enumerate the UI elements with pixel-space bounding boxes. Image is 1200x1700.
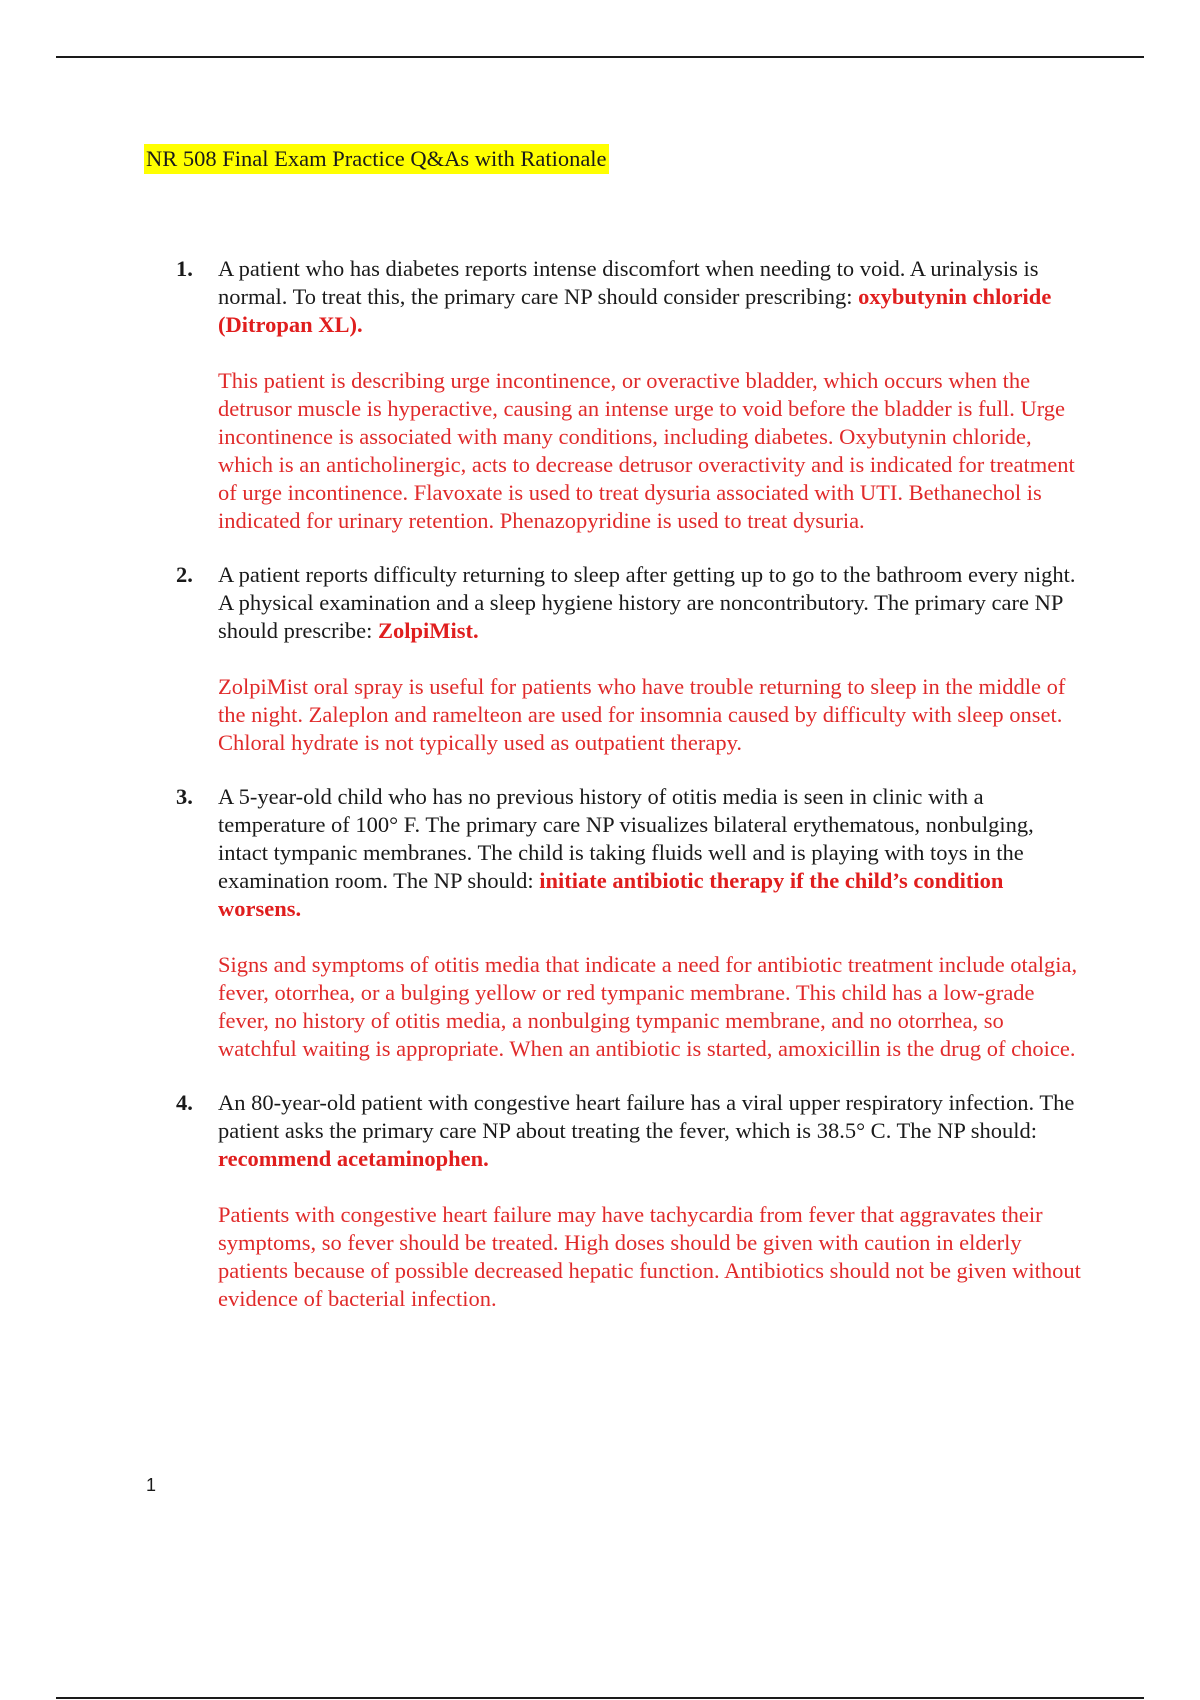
question-stem — [218, 255, 1086, 339]
question-stem-text: A patient who has diabetes reports intense discomfort when needing to void. A urinalysis is normal. To treat this, the primary care NP should consider prescribing: — [218, 256, 1039, 309]
question-item — [176, 1089, 1086, 1313]
question-answer: recommend acetaminophen. — [218, 1146, 489, 1171]
question-number: 4. — [176, 1090, 193, 1115]
question-answer: oxybutynin chloride (Ditropan XL). — [218, 284, 1052, 337]
header-rule — [56, 56, 1144, 58]
question-number: 2. — [176, 562, 193, 587]
question-item — [176, 255, 1086, 535]
question-rationale: Patients with congestive heart failure may have tachycardia from fever that aggravates their symptoms, so fever should be treated. High doses should be given with caution in elderly patients because of possible decreased hepatic function. Antibiotics should not be given without evidence of bacterial infection. — [218, 1202, 1081, 1311]
question-rationale: This patient is describing urge incontinence, or overactive bladder, which occurs when the detrusor muscle is hyperactive, causing an intense urge to void before the bladder is full. Urge incontinence is associated with many conditions, including diabetes. Oxybutynin chloride, which is an anticholinergic, acts to decrease detrusor overactivity and is indicated for treatment of urge incontinence. Flavoxate is used to treat dysuria associated with UTI. Bethanechol is indicated for urinary retention. Phenazopyridine is used to treat dysuria. — [218, 368, 1075, 533]
question-stem-text: An 80-year-old patient with congestive heart failure has a viral upper respiratory infection. The patient asks the primary care NP about treating the fever, which is 38.5° C. The NP should: — [218, 1090, 1075, 1143]
page-number: 1 — [146, 1475, 157, 1495]
question-stem — [218, 1089, 1086, 1173]
question-stem-text: A patient reports difficulty returning to sleep after getting up to go to the bathroom every night. A physical examination and a sleep hygiene history are noncontributory. The primary care NP should prescribe: — [218, 562, 1076, 643]
question-number: 3. — [176, 784, 193, 809]
question-rationale: ZolpiMist oral spray is useful for patients who have trouble returning to sleep in the middle of the night. Zaleplon and ramelteon are used for insomnia caused by difficulty with sleep onset. Chloral hydrate is not typically used as outpatient therapy. — [218, 674, 1066, 755]
question-rationale: Signs and symptoms of otitis media that indicate a need for antibiotic treatment include otalgia, fever, otorrhea, or a bulging yellow or red tympanic membrane. This child has a low-grade fever, no history of otitis media, a nonbulging tympanic membrane, and no otorrhea, so watchful waiting is appropriate. When an antibiotic is started, amoxicillin is the drug of choice. — [218, 952, 1078, 1061]
question-stem — [218, 783, 1086, 923]
document-title: NR 508 Final Exam Practice Q&As with Rationale — [144, 144, 609, 174]
question-item — [176, 783, 1086, 1063]
question-list — [176, 255, 1086, 1339]
question-item — [176, 561, 1086, 757]
question-stem — [218, 561, 1086, 645]
footer-rule — [56, 1697, 1144, 1699]
question-answer: initiate antibiotic therapy if the child’s condition worsens. — [218, 868, 1004, 921]
question-stem-text: A 5-year-old child who has no previous history of otitis media is seen in clinic with a temperature of 100° F. The primary care NP visualizes bilateral erythematous, nonbulging, intact tympanic membranes. The child is taking fluids well and is playing with toys in the examination room. The NP should: — [218, 784, 1034, 893]
question-answer: ZolpiMist. — [377, 618, 479, 643]
question-number: 1. — [176, 256, 193, 281]
